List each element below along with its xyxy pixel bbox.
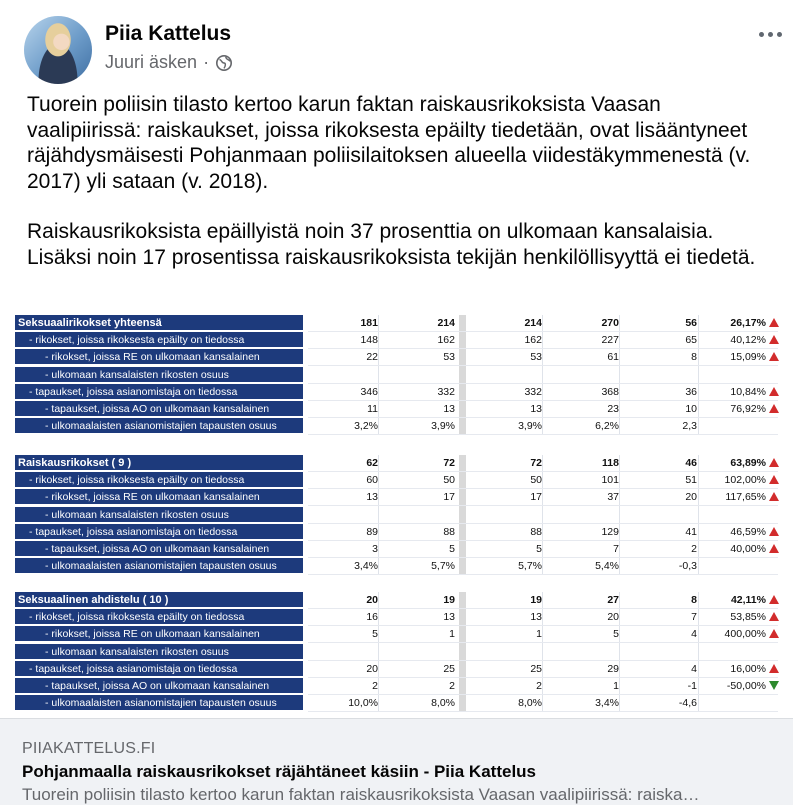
meta-separator: ·	[203, 52, 210, 72]
table-cell: 5	[372, 628, 378, 641]
table-cell: -0,3	[678, 560, 697, 573]
table-cell: 13	[443, 403, 455, 415]
table-cell: 65	[685, 334, 697, 347]
table-cell	[471, 644, 542, 660]
table-cell: 89	[366, 525, 378, 538]
table-cell: 11	[367, 403, 378, 415]
trend-down-icon	[769, 681, 779, 690]
table-cell: 13	[443, 611, 455, 624]
link-preview[interactable]	[0, 718, 793, 805]
table-cell: 22	[366, 351, 378, 364]
table-cell: 13	[530, 403, 542, 415]
table-cell: 8	[691, 351, 697, 364]
table-cell: 20	[685, 491, 697, 504]
table-cell: 10,0%	[348, 697, 378, 710]
table-cell: 118	[602, 457, 619, 469]
table-cell	[471, 367, 542, 383]
table-cell: 29	[607, 662, 619, 675]
table-cell: -1	[687, 680, 697, 692]
row-label: Seksuaalinen ahdistelu ( 10 )	[15, 592, 303, 608]
table-cell: 5	[613, 628, 619, 641]
row-label: - rikokset, joissa rikoksesta epäilty on tiedossa	[15, 472, 303, 488]
table-cell: 7	[613, 543, 619, 555]
row-divider	[308, 434, 778, 435]
post-meta	[105, 52, 233, 73]
table-row	[12, 609, 782, 626]
table-cell: 53,85%	[730, 611, 766, 624]
link-domain: PIIAKATTELUS.FI	[22, 740, 156, 757]
row-divider	[308, 711, 778, 712]
row-label: - rikokset, joissa rikoksesta epäilty on tiedossa	[15, 332, 303, 348]
row-label: - ulkomaalaisten asianomistajien tapausten osuus	[15, 558, 303, 574]
trend-up-icon	[769, 492, 779, 501]
row-label: - tapaukset, joissa asianomistaja on tiedossa	[15, 524, 303, 540]
table-cell: 40,12%	[730, 334, 766, 347]
link-description: Tuorein poliisin tilasto kertoo karun faktan raiskausrikoksista Vaasan vaalipiirissä: raiska…	[22, 785, 700, 804]
table-cell: 270	[601, 317, 619, 329]
table-cell: 37	[607, 491, 619, 504]
table-cell: 5	[449, 543, 455, 555]
table-cell: 346	[360, 385, 378, 398]
table-row	[12, 455, 782, 472]
table-cell: 36	[685, 385, 697, 398]
stats-table-3	[12, 592, 782, 712]
table-cell: 50	[530, 474, 542, 487]
table-cell	[702, 644, 766, 660]
table-row	[12, 592, 782, 609]
table-cell	[312, 644, 378, 660]
table-cell: 6,2%	[595, 420, 619, 433]
stats-table-2	[12, 455, 782, 575]
table-cell: 88	[443, 525, 455, 538]
avatar[interactable]	[24, 16, 92, 84]
row-label: - tapaukset, joissa AO on ulkomaan kansalainen	[15, 401, 303, 417]
table-cell: 8,0%	[518, 697, 542, 710]
table-cell: 61	[607, 351, 619, 364]
table-cell: 1	[613, 680, 619, 692]
table-cell: 2	[691, 543, 697, 555]
table-cell: 27	[607, 594, 619, 606]
table-cell	[471, 507, 542, 523]
table-cell: 400,00%	[724, 628, 766, 641]
trend-up-icon	[769, 318, 779, 327]
trend-up-icon	[769, 527, 779, 536]
table-cell: 101	[601, 474, 619, 487]
trend-up-icon	[769, 404, 779, 413]
row-label: - ulkomaan kansalaisten rikosten osuus	[15, 367, 303, 383]
table-row	[12, 472, 782, 489]
table-cell: 23	[607, 403, 619, 415]
table-cell: 88	[530, 525, 542, 538]
table-cell: 102,00%	[724, 474, 766, 487]
table-cell: 25	[443, 662, 455, 675]
table-cell: 50	[443, 474, 455, 487]
table-row	[12, 558, 782, 575]
table-cell: 162	[524, 334, 542, 347]
table-cell: 25	[530, 662, 542, 675]
table-cell: 26,17%	[730, 317, 766, 329]
table-cell: 53	[443, 351, 455, 364]
link-title[interactable]: Pohjanmaalla raiskausrikokset räjähtäneet käsiin - Piia Kattelus	[22, 762, 537, 781]
table-cell: 60	[366, 474, 378, 487]
table-cell	[384, 507, 455, 523]
table-cell: 332	[437, 385, 455, 398]
table-cell	[624, 367, 697, 383]
row-label: - rikokset, joissa RE on ulkomaan kansalainen	[15, 349, 303, 365]
table-cell: 227	[601, 334, 619, 347]
table-cell: 46,59%	[730, 525, 766, 538]
post-header	[24, 14, 784, 80]
trend-up-icon	[769, 664, 779, 673]
statistics-table-image[interactable]	[12, 311, 782, 718]
row-label: - rikokset, joissa RE on ulkomaan kansalainen	[15, 626, 303, 642]
table-cell: 16	[366, 611, 378, 624]
trend-up-icon	[769, 612, 779, 621]
table-cell: 19	[443, 594, 455, 606]
table-cell: 368	[601, 385, 619, 398]
table-cell	[702, 695, 766, 711]
row-label: - ulkomaan kansalaisten rikosten osuus	[15, 644, 303, 660]
row-label: - tapaukset, joissa AO on ulkomaan kansalainen	[15, 541, 303, 557]
table-row	[12, 524, 782, 541]
table-cell: 56	[685, 317, 697, 329]
table-row	[12, 541, 782, 558]
table-cell: 72	[443, 457, 455, 469]
table-cell: 4	[691, 662, 697, 675]
table-cell: 53	[530, 351, 542, 364]
table-cell	[702, 418, 766, 434]
table-cell: 2,3	[682, 420, 697, 433]
table-cell: 5,7%	[518, 560, 542, 573]
table-cell: 181	[360, 317, 378, 329]
row-label: - tapaukset, joissa AO on ulkomaan kansalainen	[15, 678, 303, 694]
table-cell: 2	[372, 680, 378, 692]
globe-icon[interactable]	[215, 54, 233, 72]
table-cell: 117,65%	[725, 491, 766, 504]
table-cell: 20	[366, 594, 378, 606]
table-row	[12, 418, 782, 435]
table-cell: 3,9%	[431, 420, 455, 433]
table-cell: 1	[449, 628, 455, 641]
row-label: - rikokset, joissa RE on ulkomaan kansalainen	[15, 489, 303, 505]
table-cell	[548, 644, 619, 660]
table-row	[12, 507, 782, 524]
post-paragraph-2: Raiskausrikoksista epäillyistä noin 37 prosenttia on ulkomaan kansalaisia. Lisäksi noin 17 prosentissa raiskausrikoksista tekijän henkilöllisyyttä ei tiedetä.	[27, 220, 756, 269]
table-cell: 148	[360, 334, 378, 347]
post-text	[27, 92, 779, 270]
table-cell: 5	[536, 543, 542, 555]
table-cell: 5,7%	[431, 560, 455, 573]
table-row	[12, 489, 782, 506]
table-cell: 13	[530, 611, 542, 624]
row-label: Seksuaalirikokset yhteensä	[15, 315, 303, 331]
table-cell: 8,0%	[431, 697, 455, 710]
table-cell: 19	[530, 594, 542, 606]
table-cell: 3,4%	[354, 560, 378, 573]
table-cell: 51	[685, 474, 697, 487]
table-cell: 46	[685, 457, 697, 469]
table-cell: 3,9%	[518, 420, 542, 433]
table-cell	[702, 558, 766, 574]
trend-up-icon	[769, 458, 779, 467]
table-row	[12, 626, 782, 643]
row-label: - ulkomaan kansalaisten rikosten osuus	[15, 507, 303, 523]
table-cell	[702, 367, 766, 383]
table-cell: 3	[372, 543, 378, 555]
table-cell: 13	[366, 491, 378, 504]
table-row	[12, 678, 782, 695]
table-cell: 214	[524, 317, 542, 329]
table-cell: -50,00%	[726, 680, 766, 692]
table-cell: 62	[366, 457, 378, 469]
table-cell: 8	[691, 594, 697, 606]
table-cell: 5,4%	[595, 560, 619, 573]
author-name[interactable]: Piia Kattelus	[105, 22, 232, 45]
table-cell: 20	[607, 611, 619, 624]
table-cell: 15,09%	[730, 351, 766, 364]
table-cell	[702, 507, 766, 523]
table-cell	[624, 507, 697, 523]
trend-up-icon	[769, 629, 779, 638]
table-cell: 1	[536, 628, 542, 641]
table-cell: 332	[524, 385, 542, 398]
table-cell: 162	[437, 334, 455, 347]
table-cell: 2	[449, 680, 455, 692]
table-cell: 63,89%	[730, 457, 766, 469]
table-cell: 2	[536, 680, 542, 692]
row-label: - tapaukset, joissa asianomistaja on tiedossa	[15, 661, 303, 677]
table-row	[12, 644, 782, 661]
table-cell: 72	[530, 457, 542, 469]
table-cell: 3,4%	[595, 697, 619, 710]
timestamp[interactable]: Juuri äsken	[105, 52, 198, 72]
table-cell	[624, 644, 697, 660]
post-paragraph-1: Tuorein poliisin tilasto kertoo karun faktan raiskausrikoksista Vaasan vaalipiirissä: raiskaukset, joissa rikoksesta epäilty tiedetään, ovat lisääntyneet räjähdysmäisesti Pohjanmaan poliisilaitoksen alueella viidestäkymmenestä (v. 2017) yli sataan (v. 2018).	[27, 93, 751, 193]
table-cell: 129	[601, 525, 619, 538]
table-cell: 17	[530, 491, 542, 504]
table-cell: 40,00%	[730, 543, 766, 555]
row-divider	[308, 574, 778, 575]
table-cell: 3,2%	[354, 420, 378, 433]
stats-table-1	[12, 315, 782, 435]
table-cell: 17	[443, 491, 455, 504]
row-label: - ulkomaalaisten asianomistajien tapausten osuus	[15, 418, 303, 434]
table-cell: 41	[685, 525, 697, 538]
table-cell	[312, 507, 378, 523]
trend-up-icon	[769, 352, 779, 361]
table-row	[12, 315, 782, 332]
table-cell: 20	[366, 662, 378, 675]
table-cell: 42,11%	[730, 594, 766, 606]
table-cell: -4,6	[678, 697, 697, 710]
table-cell: 10,84%	[730, 385, 766, 398]
row-label: - rikokset, joissa rikoksesta epäilty on tiedossa	[15, 609, 303, 625]
trend-up-icon	[769, 544, 779, 553]
row-label: - ulkomaalaisten asianomistajien tapausten osuus	[15, 695, 303, 711]
row-label: - tapaukset, joissa asianomistaja on tiedossa	[15, 384, 303, 400]
table-row	[12, 401, 782, 418]
table-row	[12, 332, 782, 349]
trend-up-icon	[769, 387, 779, 396]
trend-up-icon	[769, 595, 779, 604]
table-cell	[312, 367, 378, 383]
table-cell: 16,00%	[730, 662, 766, 675]
table-cell	[548, 367, 619, 383]
table-row	[12, 349, 782, 366]
table-cell	[384, 367, 455, 383]
row-label: Raiskausrikokset ( 9 )	[15, 455, 303, 471]
trend-up-icon	[769, 475, 779, 484]
more-options-icon[interactable]	[759, 32, 782, 37]
table-cell: 214	[437, 317, 455, 329]
table-cell: 10	[685, 403, 697, 415]
trend-up-icon	[769, 335, 779, 344]
table-cell	[384, 644, 455, 660]
table-row	[12, 695, 782, 712]
table-row	[12, 384, 782, 401]
table-row	[12, 367, 782, 384]
table-cell	[548, 507, 619, 523]
table-row	[12, 661, 782, 678]
table-cell: 7	[691, 611, 697, 624]
table-cell: 76,92%	[730, 403, 766, 415]
table-cell: 4	[691, 628, 697, 641]
